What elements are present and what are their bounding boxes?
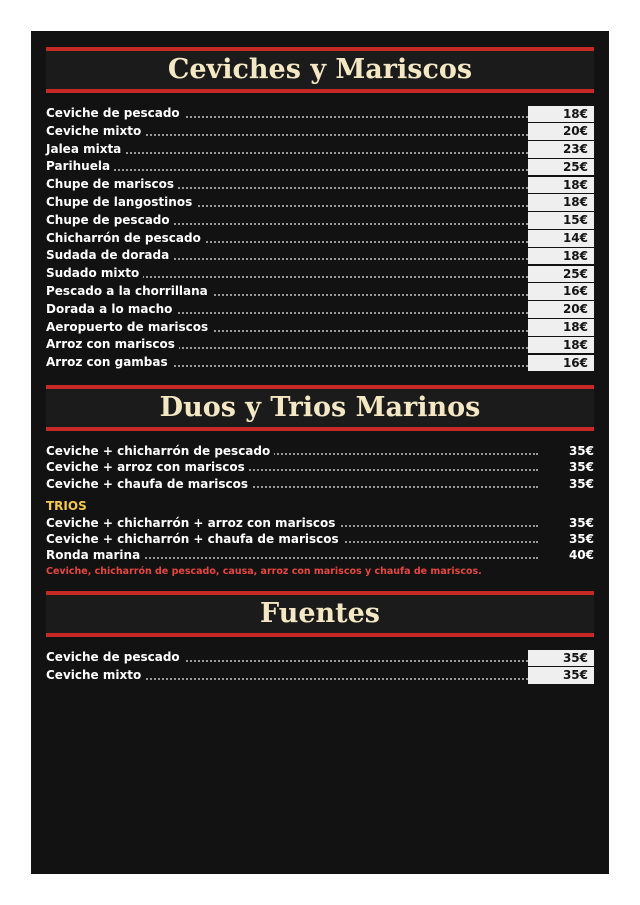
menu-item-row (46, 123, 594, 141)
section-header (46, 47, 594, 93)
menu-item-row (46, 476, 594, 492)
menu-item-row (46, 158, 594, 176)
price-tag: 35€ (528, 650, 594, 667)
menu-item-row (46, 265, 594, 283)
dish-name: Arroz con mariscos (46, 336, 179, 354)
price-tag: 25€ (528, 266, 594, 283)
menu-board (31, 31, 609, 874)
dish-name: Jalea mixta (46, 141, 125, 159)
menu-item-row (46, 459, 594, 475)
price-tag: 16€ (528, 355, 594, 372)
trios-heading: TRIOS (46, 498, 87, 513)
dish-name: Ceviche + chicharrón de pescado (46, 443, 274, 459)
dish-name: Sudada de dorada (46, 247, 173, 265)
dish-name: Dorada a lo macho (46, 301, 176, 319)
price-tag: 18€ (528, 177, 594, 194)
menu-item-row (46, 194, 594, 212)
menu-item-row (46, 515, 594, 531)
dish-name: Ceviche mixto (46, 667, 145, 685)
dish-name: Ceviche + chicharrón + chaufa de mariscos (46, 531, 343, 547)
dish-name: Chicharrón de pescado (46, 230, 205, 248)
menu-item-row (46, 667, 594, 685)
dish-name: Ceviche + arroz con mariscos (46, 459, 249, 475)
dish-name: Arroz con gambas (46, 354, 172, 372)
dish-name: Aeropuerto de mariscos (46, 319, 212, 337)
price-tag: 25€ (528, 159, 594, 176)
price-tag: 16€ (528, 283, 594, 300)
menu-item-row (46, 283, 594, 301)
dish-name: Ceviche mixto (46, 123, 145, 141)
dish-name: Parihuela (46, 158, 114, 176)
section-title: Fuentes (46, 595, 594, 633)
menu-item-row (46, 212, 594, 230)
price-tag: 20€ (528, 123, 594, 140)
section-fuentes (46, 591, 594, 685)
price-tag: 23€ (528, 141, 594, 158)
price-text: 35€ (568, 532, 594, 547)
dish-name: Ceviche + chicharrón + arroz con mariscos (46, 515, 339, 531)
dot-leader (46, 169, 528, 171)
item-list (46, 649, 594, 685)
section-title: Ceviches y Mariscos (46, 51, 594, 89)
menu-item-row (46, 354, 594, 372)
dish-name: Ceviche de pescado (46, 105, 184, 123)
menu-item-row (46, 319, 594, 337)
price-text: 35€ (568, 476, 594, 491)
price-tag: 18€ (528, 337, 594, 354)
dish-name: Sudado mixto (46, 265, 143, 283)
price-tag: 20€ (528, 301, 594, 318)
bottom-rule (46, 89, 594, 93)
trios-list (46, 515, 594, 564)
bottom-rule (46, 633, 594, 637)
dish-name: Ceviche + chaufa de mariscos (46, 476, 252, 492)
section-duos-trios (46, 385, 594, 579)
ronda-note: Ceviche, chicharrón de pescado, causa, arroz con mariscos y chaufa de mariscos. (46, 565, 482, 577)
menu-item-row (46, 230, 594, 248)
section-header (46, 591, 594, 637)
price-tag: 18€ (528, 194, 594, 211)
dish-name: Ronda marina (46, 547, 144, 563)
dish-name: Pescado a la chorrillana (46, 283, 212, 301)
menu-item-row (46, 336, 594, 354)
price-tag: 14€ (528, 230, 594, 247)
price-text: 40€ (568, 548, 594, 563)
menu-item-row (46, 443, 594, 459)
menu-item-row (46, 547, 594, 563)
section-ceviches-mariscos (46, 47, 594, 372)
menu-item-row (46, 105, 594, 123)
item-list (46, 105, 594, 372)
section-title: Duos y Trios Marinos (46, 389, 594, 427)
price-text: 35€ (568, 460, 594, 475)
price-tag: 18€ (528, 106, 594, 123)
menu-item-row (46, 649, 594, 667)
price-tag: 18€ (528, 248, 594, 265)
menu-item-row (46, 176, 594, 194)
menu-item-row (46, 531, 594, 547)
dish-name: Chupe de langostinos (46, 194, 196, 212)
dish-name: Chupe de mariscos (46, 176, 178, 194)
duos-list (46, 443, 594, 492)
menu-item-row (46, 141, 594, 159)
bottom-rule (46, 427, 594, 431)
menu-item-row (46, 247, 594, 265)
dish-name: Ceviche de pescado (46, 649, 184, 667)
price-text: 35€ (568, 444, 594, 458)
dish-name: Chupe de pescado (46, 212, 174, 230)
price-tag: 15€ (528, 212, 594, 229)
menu-item-row (46, 301, 594, 319)
section-header (46, 385, 594, 431)
price-tag: 35€ (528, 667, 594, 684)
price-tag: 18€ (528, 319, 594, 336)
price-text: 35€ (568, 515, 594, 530)
